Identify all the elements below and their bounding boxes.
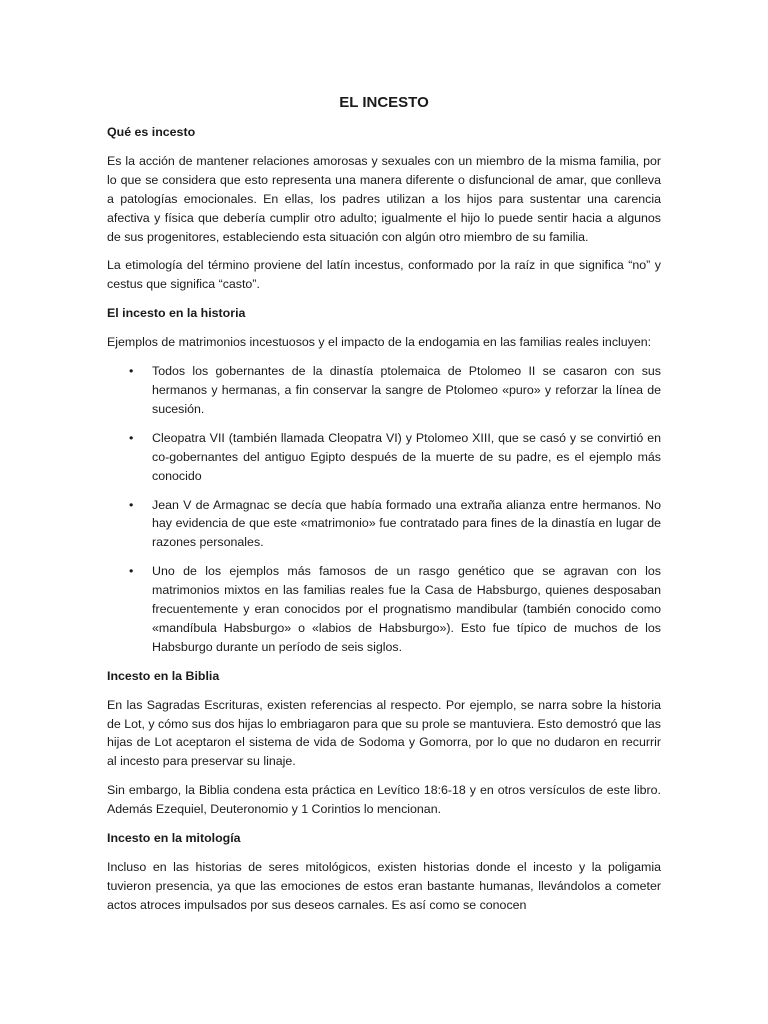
list-item: [107, 496, 661, 553]
list-item-text: Uno de los ejemplos más famosos de un rasgo genético que se agravan con los matrimonios mixtos en las familias reales fue la Casa de Habsburgo, quienes desposaban frecuentemente y eran conocidos por el prognatismo mandibular (también conocido como «mandíbula Habsburgo» o «labios de Habsburgo»). Esto fue típico de muchos de los Habsburgo durante un período de seis siglos.: [152, 564, 661, 654]
list-item: [107, 562, 661, 657]
document-page: [107, 93, 661, 925]
page-title: EL INCESTO: [339, 94, 429, 111]
body-paragraph: En las Sagradas Escrituras, existen referencias al respecto. Por ejemplo, se narra sobre la historia de Lot, y cómo sus dos hijas lo embriagaron para que su prole se mantuviera. Esto demostró que las hijas de Lot aceptaron el sistema de vida de Sodoma y Gomorra, por lo que no dudaron en recurrir al incesto para preservar su linaje.: [107, 697, 661, 769]
body-paragraph: Incluso en las historias de seres mitológicos, existen historias donde el incesto y la poligamia tuvieron presencia, ya que las emociones de estos eran bastante humanas, llevándolos a cometer actos atroces impulsados por sus deseos carnales. Es así como se conocen: [107, 860, 661, 912]
section-heading-mitologia: Incesto en la mitología: [107, 831, 241, 846]
list-item: [107, 362, 661, 419]
list-item-text: Jean V de Armagnac se decía que había formado una extraña alianza entre hermanos. No hay evidencia de que este «matrimonio» fue contratado para fines de la dinastía en lugar de razones personales.: [152, 497, 661, 550]
bullet-icon: •: [129, 564, 134, 579]
bullet-icon: •: [129, 430, 134, 445]
list-item-text: Todos los gobernantes de la dinastía ptolemaica de Ptolomeo II se casaron con sus hermanos y hermanas, a fin conservar la sangre de Ptolomeo «puro» y reforzar la línea de sucesión.: [152, 364, 661, 416]
bullet-icon: •: [129, 497, 134, 512]
body-paragraph: Sin embargo, la Biblia condena esta práctica en Levítico 18:6-18 y en otros versículos de este libro. Además Ezequiel, Deuteronomio y 1 Corintios lo mencionan.: [107, 783, 661, 817]
bullet-icon: •: [129, 364, 134, 379]
body-paragraph: Es la acción de mantener relaciones amorosas y sexuales con un miembro de la misma familia, por lo que se considera que esto representa una manera diferente o disfuncional de amar, que conlleva a patologías emocionales. En ellas, los padres utilizan a los hijos para sustentar una carencia afectiva y física que debería cumplir otro adulto; igualmente el hijo lo puede sentir hacia a algunos de sus progenitores, estableciendo esta situación con algún otro miembro de su familia.: [107, 153, 661, 244]
section-heading-biblia: Incesto en la Biblia: [107, 668, 220, 683]
bullet-list: [107, 362, 661, 657]
section-intro: Ejemplos de matrimonios incestuosos y el impacto de la endogamia en las familias reales incluyen:: [107, 335, 652, 350]
body-paragraph: La etimología del término proviene del latín incestus, conformado por la raíz in que significa “no” y cestus que significa “casto”.: [107, 258, 661, 292]
section-heading-historia: El incesto en la historia: [107, 306, 246, 321]
list-item: [107, 429, 661, 486]
list-item-text: Cleopatra VII (también llamada Cleopatra VI) y Ptolomeo XIII, que se casó y se convirtió en co-gobernantes del antiguo Egipto después de la muerte de su padre, es el ejemplo más conocido: [152, 430, 661, 483]
section-heading-que-es-incesto: Qué es incesto: [107, 125, 196, 139]
